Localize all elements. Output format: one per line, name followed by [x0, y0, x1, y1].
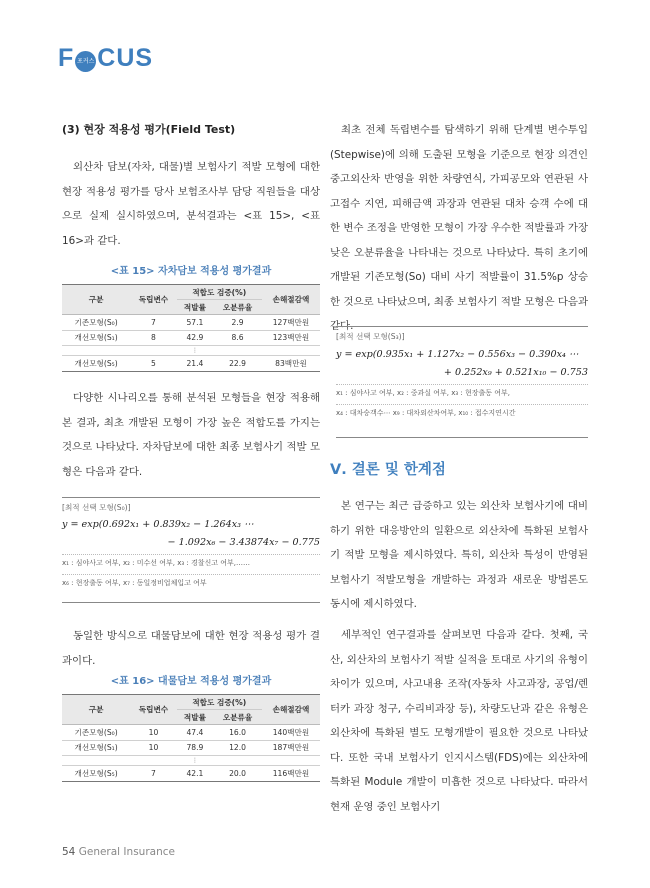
cell-detect: 21.4: [177, 356, 214, 372]
publication-name: General Insurance: [78, 846, 175, 858]
cell-model: 기존모형(S₀): [62, 315, 130, 331]
table-row: [62, 315, 320, 331]
paragraph: 다양한 시나리오를 통해 분석된 모형들을 현장 적용해 본 결과, 최초 개발된 모형이 가장 높은 적합도를 가지는 것으로 나타났다. 자차담보에 대한 최종 보험사기 적발 모형은 다음과 같다.: [62, 392, 320, 478]
page-number: 54: [62, 846, 76, 858]
section-heading: Ⅴ. 결론 및 한계점: [330, 462, 446, 478]
equation-line-2: − 1.092x₆ − 3.43874x₇ − 0.775: [167, 537, 320, 548]
cell-vars: 10: [130, 725, 176, 741]
cell-model: 개선모형(S₁): [62, 740, 130, 756]
equation-line-1: y = exp(0.692x₁ + 0.839x₂ − 1.264x₃ ⋯: [62, 519, 254, 530]
cell-model: 기존모형(S₀): [62, 725, 130, 741]
right-para-1: [330, 118, 588, 339]
cell-loss: 127백만원: [262, 315, 320, 331]
cell-loss: 187백만원: [262, 740, 320, 756]
table-row: [62, 330, 320, 346]
left-column: [62, 121, 320, 137]
table-row: [62, 725, 320, 741]
cell-detect: 42.9: [177, 330, 214, 346]
col-header-loss: 손해절감액: [262, 285, 320, 315]
paragraph: 본 연구는 최근 급증하고 있는 외산차 보험사기에 대비하기 위한 대응방안의 일환으로 외산차에 특화된 보험사기 적발 모형을 제시하였다. 특히, 외산차 특성이 반영된 보험사기 적발모형을 개발하는 과정과 새로운 방법론도 동시에 제시하였다.: [330, 500, 588, 610]
cell-loss: 83백만원: [262, 356, 320, 372]
paragraph: 외산차 담보(자차, 대물)별 보험사기 적발 모형에 대한 현장 적용성 평가를 당사 보험조사부 담당 직원들을 대상으로 실제 실시하였으며, 분석결과는 <표 15>, <표 16>과 같다.: [62, 161, 320, 247]
cell-detect: 57.1: [177, 315, 214, 331]
focus-logo: [58, 44, 153, 73]
right-para-2: [330, 494, 588, 617]
model-box-right: [336, 326, 588, 438]
variable-legend-1: x₁ : 심야사고 여부, x₂ : 중과실 여부, x₃ : 현장출동 여부,: [336, 384, 588, 398]
conclusion-heading-block: [330, 458, 588, 479]
cell-detect: 42.1: [177, 766, 214, 782]
logo-circle: 포커스: [75, 51, 96, 72]
cell-false: 22.9: [213, 356, 262, 372]
cell-model: 개선모형(S₁): [62, 330, 130, 346]
cell-detect: 47.4: [177, 725, 214, 741]
col-header-detect: 적발률: [177, 300, 214, 315]
col-header-false: 오분류율: [213, 710, 262, 725]
left-para-3: [62, 624, 320, 673]
cell-false: 20.0: [213, 766, 262, 782]
cell-vars: 8: [130, 330, 176, 346]
ellipsis: ⋮: [177, 756, 214, 766]
model-box-left: [62, 497, 320, 603]
cell-loss: 140백만원: [262, 725, 320, 741]
right-para-3: [330, 623, 588, 819]
cell-vars: 10: [130, 740, 176, 756]
cell-loss: 116백만원: [262, 766, 320, 782]
col-header-false: 오분류율: [213, 300, 262, 315]
table-caption: <표 16> 대물담보 적용성 평가결과: [110, 676, 272, 687]
paragraph: 동일한 방식으로 대물담보에 대한 현장 적용성 평가 결과이다.: [62, 630, 320, 667]
col-header-loss: 손해절감액: [262, 695, 320, 725]
table-ellipsis-row: [62, 346, 320, 356]
cell-false: 8.6: [213, 330, 262, 346]
cell-false: 16.0: [213, 725, 262, 741]
left-para-1: [62, 155, 320, 253]
cell-model: 개선모형(S₅): [62, 766, 130, 782]
table-row: [62, 740, 320, 756]
paragraph: 최초 전체 독립변수를 탐색하기 위해 단계별 변수투입(Stepwise)에 의해 도출된 모형을 기준으로 현장 의견인 중고외산차 반영을 위한 차량연식, 가피공모와 연관된 사고접수 지연, 피해금액 과장과 연관된 대차 승객 수에 대한 변수 조정을 반영한 모형이 가장 우수한 적발률과 가장 낮은 오분류율을 나타내는 것으로 나타났다. 특히 초기에 개발된 기존모형(So) 대비 사기 적발률이 31.5%p 상승한 것으로 나타났으며, 최종 보험사기 적발 모형은 다음과 같다.: [330, 124, 588, 332]
col-header-verify: 적합도 검증(%): [177, 695, 262, 710]
ellipsis: ⋮: [177, 346, 214, 356]
col-header-verify: 적합도 검증(%): [177, 285, 262, 300]
model-label: [최적 선택 모형(S₀)]: [62, 503, 131, 512]
cell-loss: 123백만원: [262, 330, 320, 346]
table-16: [62, 694, 320, 782]
table-15-block: [62, 262, 320, 372]
cell-vars: 5: [130, 356, 176, 372]
table-ellipsis-row: [62, 756, 320, 766]
variable-legend-2: x₄ : 대차승객수⋯ x₉ : 대차외산차여부, x₁₀ : 접수지연시간: [336, 404, 588, 418]
col-header-group: 구분: [62, 285, 130, 315]
col-header-vars: 독립변수: [130, 285, 176, 315]
section-title: (3) 현장 적용성 평가(Field Test): [62, 123, 236, 136]
paragraph: 세부적인 연구결과를 살펴보면 다음과 같다. 첫째, 국산, 외산차의 보험사기 적발 실적을 토대로 사기의 유형이 차이가 있으며, 사고내용 조작(자동차 사고과장, 공업/렌터카 과장 청구, 수리비과장 등), 차량도난과 같은 유형은 외산차에 특화된 별도 모형개발이 필요한 것으로 나타났다. 또한 국내 보험사기 인지시스템(FDS)에는 외산차에 특화된 Module 개발이 미흡한 것으로 나타났다. 따라서 현재 운영 중인 보험사기: [330, 629, 588, 813]
col-header-vars: 독립변수: [130, 695, 176, 725]
cell-false: 12.0: [213, 740, 262, 756]
variable-legend-2: x₆ : 현장출동 여부, x₇ : 동일정비업체입고 여부: [62, 574, 320, 588]
cell-detect: 78.9: [177, 740, 214, 756]
left-para-2: [62, 386, 320, 484]
cell-false: 2.9: [213, 315, 262, 331]
table-15: [62, 284, 320, 372]
col-header-group: 구분: [62, 695, 130, 725]
equation-line-2: + 0.252x₉ + 0.521x₁₀ − 0.753: [443, 367, 588, 378]
page-footer: [62, 846, 175, 858]
equation-line-1: y = exp(0.935x₁ + 1.127x₂ − 0.556x₃ − 0.390x₄ ⋯: [336, 349, 579, 360]
model-label: [최적 선택 모형(S₃)]: [336, 332, 405, 341]
cell-model: 개선모형(S₅): [62, 356, 130, 372]
table-row: [62, 356, 320, 372]
logo-text-f: F: [58, 44, 75, 72]
variable-legend-1: x₁ : 심야사고 여부, x₂ : 미수선 여부, x₃ : 경찰신고 여부,……: [62, 554, 320, 568]
table-row: [62, 766, 320, 782]
col-header-detect: 적발률: [177, 710, 214, 725]
table-caption: <표 15> 자차담보 적용성 평가결과: [110, 266, 272, 277]
cell-vars: 7: [130, 766, 176, 782]
cell-vars: 7: [130, 315, 176, 331]
table-16-block: [62, 672, 320, 782]
logo-text-cus: CUS: [97, 44, 154, 72]
